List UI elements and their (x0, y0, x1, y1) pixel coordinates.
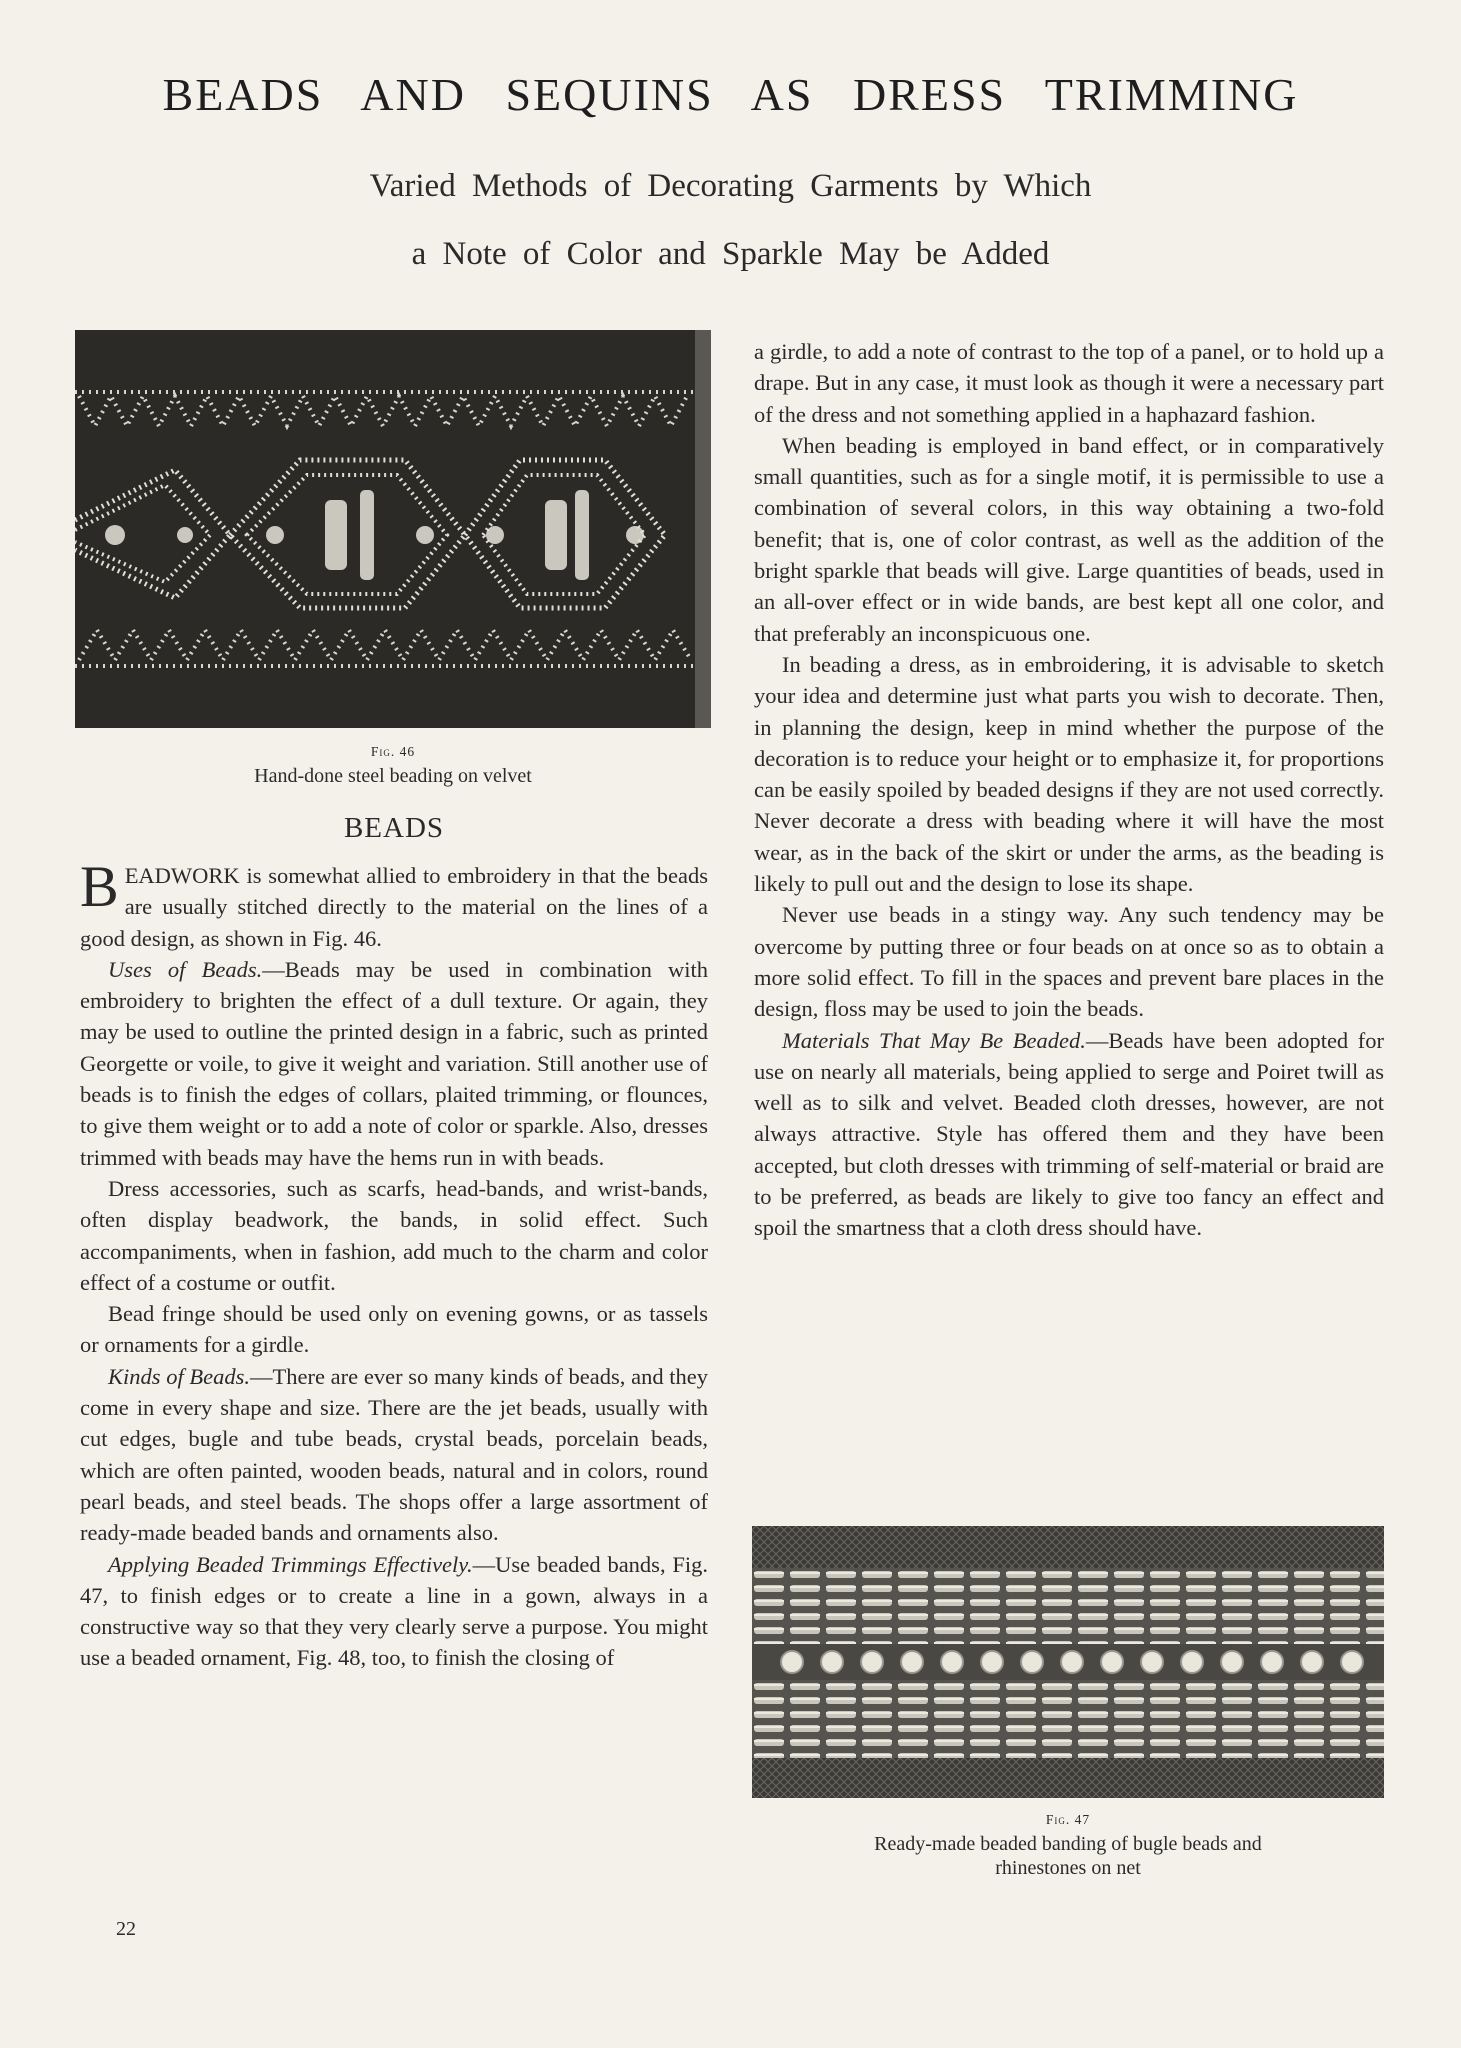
paragraph-materials (754, 1025, 1384, 1244)
paragraph-kinds-text: —There are ever so many kinds of beads, and they come in every shape and size. There are the jet beads, usually with cut edges, bugle and tube beads, crystal beads, porcelain beads, which are often painted, wooden beads, natural and in colors, round pearl beads, and steel beads. The shops offer a large assortment of ready-made beaded bands and ornaments also. (80, 1363, 708, 1546)
paragraph-uses-of-beads (80, 954, 708, 1173)
paragraph-stingy-way: Never use beads in a stingy way. Any such tendency may be overcome by putting three or four beads on at once so as to obtain a more solid effect. To fill in the spaces and prevent bare places in the design, floss may be used to join the beads. (754, 902, 1384, 1022)
section-heading-beads: BEADS (343, 812, 445, 844)
figure-47-label: Fig. 47 (1045, 1812, 1091, 1827)
page-title: BEADS AND SEQUINS AS DRESS TRIMMING (162, 69, 1299, 120)
figure-46-label: Fig. 46 (370, 744, 416, 759)
paragraph-beadwork-text: EADWORK is somewhat allied to embroidery in that the beads are usually stitched directly to the material on the lines of a good design, as shown in Fig. 46. (80, 863, 708, 951)
subtitle-line-2: a Note of Color and Sparkle May be Added (411, 236, 1050, 272)
figure-46-beading-photo (75, 330, 711, 728)
paragraph-applying-text: —Use beaded bands, Fig. 47, to finish edges or to create a line in a gown, always in a constructive way so that they very clearly serve a purpose. You might use a beaded ornament, Fig. 48, too, to finish the closing of (80, 1551, 708, 1671)
paragraph-band-effect: When beading is employed in band effect, or in comparatively small quantities, such as for a single motif, it is permissible to use a combination of several colors, in this way obtaining a two-fold benefit; that is, one of color contrast, as well as the addition of the bright sparkle that beads will give. Large quantities of beads, used in an all-over effect or in wide bands, are best kept all one color, and that preferably an inconspicuous one. (754, 432, 1384, 646)
drop-cap: B (80, 854, 119, 919)
paragraph-accessories: Dress accessories, such as scarfs, head-bands, and wrist-bands, often display beadwork, the bands, in solid effect. Such accompaniments, when in fashion, add much to the charm and color effect of a costume or outfit. (80, 1175, 708, 1295)
paragraph-kinds-of-beads (80, 1361, 708, 1549)
paragraph-applying-trimmings (80, 1549, 708, 1674)
run-in-heading-kinds: Kinds of Beads. (108, 1363, 251, 1389)
figure-47-caption-line-1: Ready-made beaded banding of bugle beads and (874, 1833, 1262, 1855)
banding-illustration (752, 1526, 1384, 1798)
subtitle-line-1: Varied Methods of Decorating Garments by Which (369, 168, 1092, 204)
figure-47-banding-photo (752, 1526, 1384, 1798)
paragraph-materials-text: —Beads have been adopted for use on nearly all materials, being applied to serge and Poiret twill as well as to silk and velvet. Beaded cloth dresses, however, are not always attractive. Style has offered them and they have been accepted, but cloth dresses with trimming of self-material or braid are to be preferred, as beads are likely to give too fancy an effect and spoil the smartness that a cloth dress should have. (754, 1027, 1384, 1241)
beading-pattern-illustration (75, 330, 711, 728)
figure-46-caption (75, 740, 711, 788)
left-column (80, 854, 708, 1674)
right-column (754, 336, 1384, 1244)
paragraph-beading-a-dress: In beading a dress, as in embroidering, it is advisable to sketch your idea and determine just what parts you wish to decorate. Then, in planning the design, keep in mind whether the purpose of the decoration is to reduce your height or to emphasize it, for proportions can be easily spoiled by beaded designs if they are not used correctly. Never decorate a dress with beading where it will have the most wear, as in the back of the skirt or under the arms, as the beading is likely to pull out and the design to lose its shape. (754, 651, 1384, 897)
run-in-heading-materials: Materials That May Be Beaded. (782, 1027, 1086, 1053)
figure-47-caption (752, 1808, 1384, 1880)
paragraph-beadwork (80, 854, 708, 954)
figure-46-caption-text: Hand-done steel beading on velvet (254, 765, 532, 787)
run-in-heading-uses: Uses of Beads. (108, 956, 263, 982)
paragraph-bead-fringe: Bead fringe should be used only on evening gowns, or as tassels or ornaments for a girdle. (80, 1301, 708, 1358)
page-number: 22 (116, 1918, 136, 1940)
paragraph-girdle-continuation: a girdle, to add a note of contrast to the top of a panel, or to hold up a drape. But in any case, it must look as though it were a necessary part of the dress and not something applied in a haphazard fashion. (754, 339, 1384, 427)
figure-47-caption-line-2: rhinestones on net (995, 1857, 1141, 1879)
run-in-heading-applying: Applying Beaded Trimmings Effectively. (108, 1551, 473, 1577)
paragraph-uses-text: —Beads may be used in combination with embroidery to brighten the effect of a dull texture. Or again, they may be used to outline the printed design in a fabric, such as printed Georgette or voile, to give it weight and variation. Still another use of beads is to finish the edges of collars, plaited trimming, or flounces, to give them weight or to add a note of color or sparkle. Also, dresses trimmed with beads may have the hems run in with beads. (80, 956, 708, 1170)
